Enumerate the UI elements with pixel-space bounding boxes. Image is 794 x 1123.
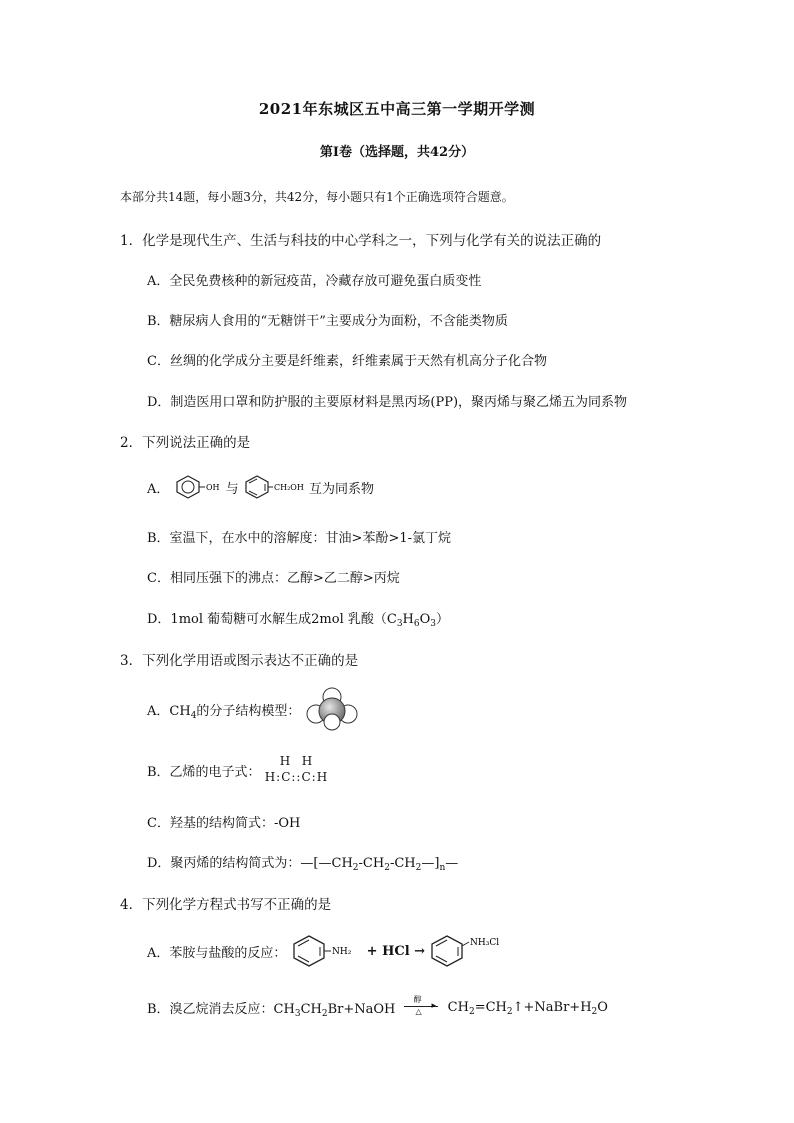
option-b-text: B．乙烯的电子式： xyxy=(147,764,261,780)
anilinium-nh3cl-label: NH₃Cl xyxy=(470,938,500,948)
question-4-option-a xyxy=(147,934,515,968)
option-d-text: D．聚丙烯的结构简式为：—[—CH xyxy=(147,856,353,871)
subscript: 6 xyxy=(413,619,420,629)
section-subtitle: 第Ⅰ卷（选择题，共42分） xyxy=(319,145,475,160)
subscript: 3 xyxy=(430,619,437,629)
option-a-text: A．$CH_4$的分子结构模型： xyxy=(147,703,301,721)
arrow-head-icon: ▸ xyxy=(431,1001,437,1011)
question-3-option-d: D．聚丙烯的结构简式为：$—[—CH_2-CH_2-CH_2—]_n—$ xyxy=(147,856,459,873)
question-4-option-b xyxy=(147,996,608,1018)
question-1-option-c: C．丝绸的化学成分主要是纤维素，纤维素属于天然有机高分子化合物 xyxy=(147,354,547,369)
subscript: 3 xyxy=(396,619,403,629)
element-symbol: O xyxy=(419,612,431,627)
question-3-option-a xyxy=(147,687,359,731)
question-4-stem: 4．下列化学方程式书写不正确的是 xyxy=(120,897,332,913)
equation-operator: + HCl → xyxy=(366,943,426,959)
reaction-arrow-with-conditions xyxy=(404,996,440,1018)
option-b-products: $CH_2=CH_2↑+NaBr+H_2O$ xyxy=(447,999,608,1017)
phenol-oh-label: OH xyxy=(205,483,220,492)
benzyl-alcohol-structure-icon xyxy=(243,474,305,500)
question-3-option-c: C．羟基的结构简式：-OH xyxy=(147,816,301,831)
condition-heat-label: △ xyxy=(415,1007,422,1016)
question-1-option-a: A．全民免费核种的新冠疫苗，冷藏存放可避免蛋白质变性 xyxy=(147,274,482,289)
question-2-option-a xyxy=(147,474,374,500)
question-2-option-c: C．相同压强下的沸点：乙醇>乙二醇>丙烷 xyxy=(147,571,400,586)
phenol-structure-icon xyxy=(174,474,222,500)
question-2-option-b: B．室温下，在水中的溶解度：甘油>苯酚>1-氯丁烷 xyxy=(147,531,452,546)
option-a-text: A．苯胺与盐酸的反应： xyxy=(147,945,287,961)
exam-title: 2021年东城区五中高三第一学期开学测 xyxy=(258,100,536,118)
ethylene-electron-formula xyxy=(265,756,339,784)
question-2-stem: 2．下列说法正确的是 xyxy=(120,435,251,451)
methane-space-filling-model-icon xyxy=(305,687,359,731)
option-a-suffix: 互为同系物 xyxy=(308,481,374,497)
question-3-option-b xyxy=(147,756,339,784)
condition-alcohol-label: 醇 xyxy=(413,995,422,1004)
option-b-reactants: B．溴乙烷消去反应：$CH_3CH_2Br+NaOH$ xyxy=(147,1001,396,1019)
top-hydrogen-left: H xyxy=(279,754,291,768)
anilinium-chloride-structure-icon xyxy=(429,934,515,968)
option-a-conjunction: 与 xyxy=(225,481,239,497)
question-1-option-b: B．糖尿病人食用的“无糖饼干”主要成分为面粉，不含能类物质 xyxy=(147,314,508,329)
aniline-structure-icon xyxy=(291,934,363,968)
benzyl-ch2oh-label: CH₂OH xyxy=(273,483,304,492)
question-2-option-d xyxy=(147,608,449,627)
option-d-text: D．1mol 葡萄糖可水解生成2mol 乳酸（C xyxy=(147,612,397,627)
aniline-nh2-label: NH₂ xyxy=(331,947,351,957)
section-instructions: 本部分共14题，每小题3分，共42分，每小题只有1个正确选项符合题意。 xyxy=(120,190,514,204)
top-hydrogen-right: H xyxy=(301,754,313,768)
element-symbol: H xyxy=(402,612,414,627)
option-a-prefix: A． xyxy=(147,481,170,497)
question-1-option-d: D．制造医用口罩和防护服的主要原材料是黑丙场(PP)，聚丙烯与聚乙烯五为同系物 xyxy=(147,395,628,410)
closing-paren: ） xyxy=(436,612,450,627)
question-3-stem: 3．下列化学用语或图示表达不正确的是 xyxy=(120,653,359,669)
question-1-stem: 1．化学是现代生产、生活与科技的中心学科之一，下列与化学有关的说法正确的 xyxy=(120,233,602,249)
electron-formula-text: H:C::C:H xyxy=(264,770,329,784)
